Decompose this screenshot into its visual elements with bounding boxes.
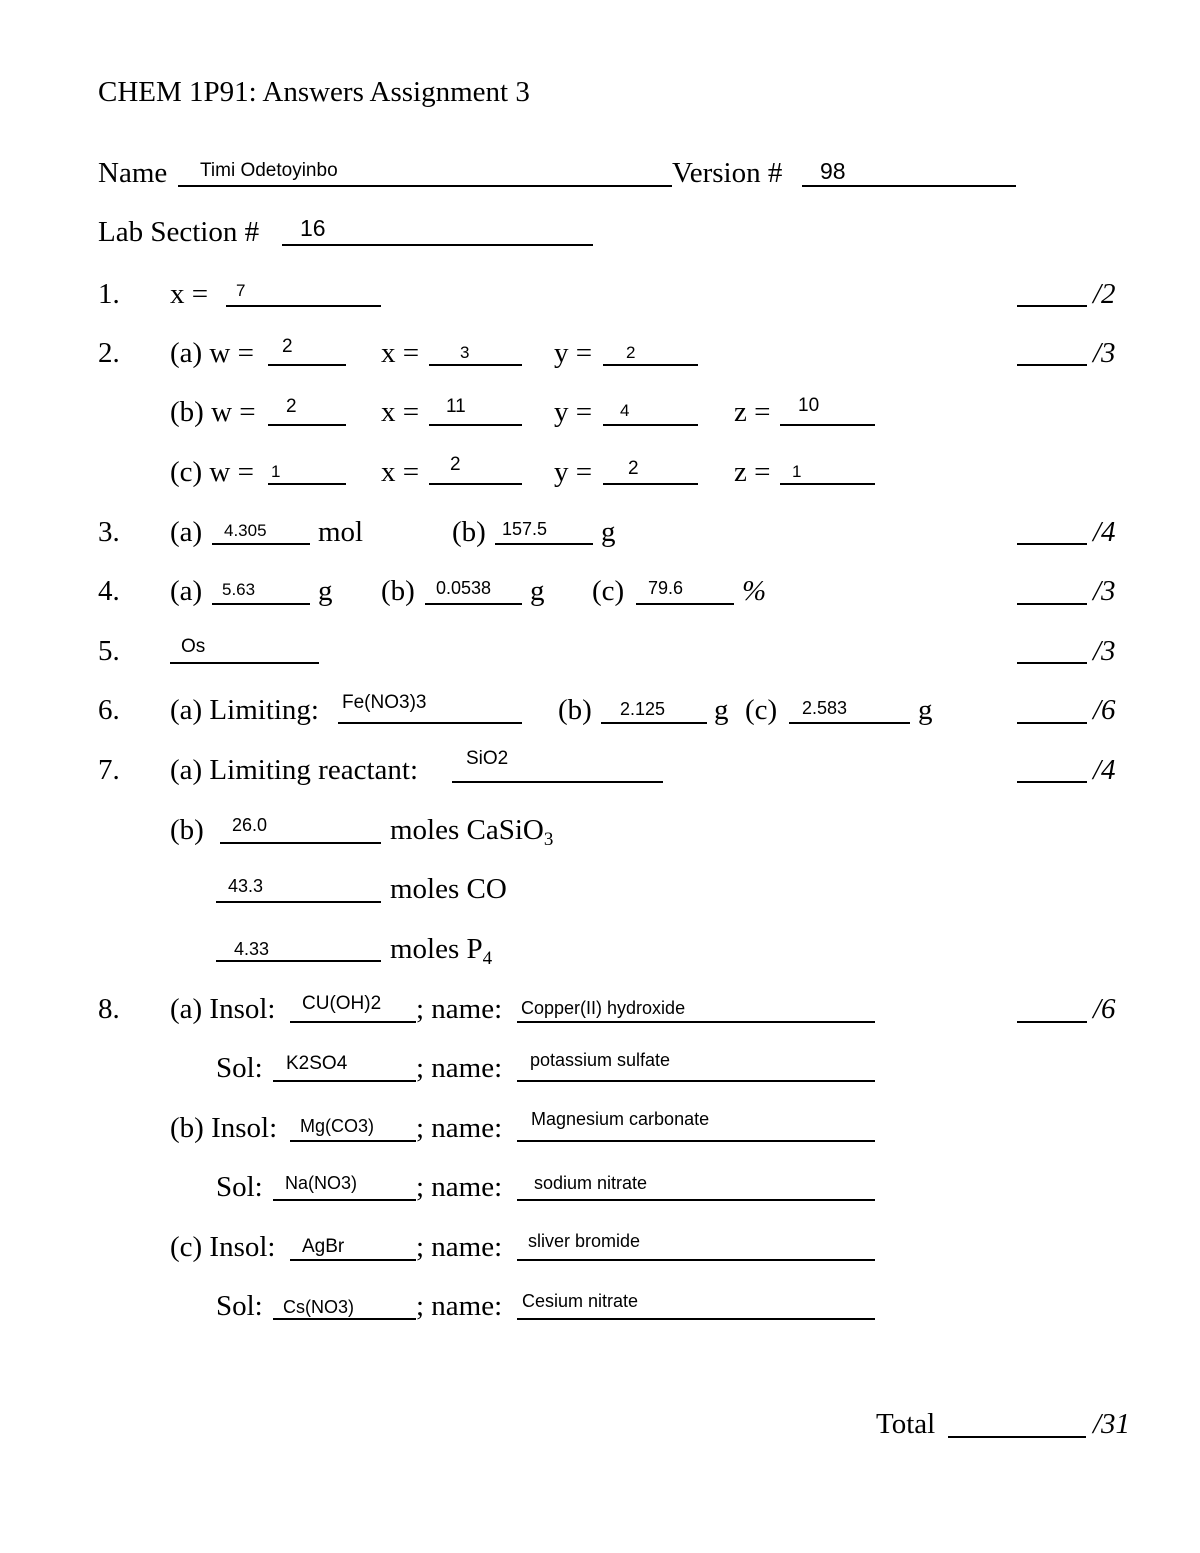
q8b-insol-name-answer: Magnesium carbonate bbox=[531, 1109, 710, 1129]
q3a-line bbox=[212, 543, 310, 545]
q2b-x-label: x = bbox=[381, 396, 420, 428]
q7b-p4-answer: 4.33 bbox=[234, 939, 270, 959]
q2-number: 2. bbox=[98, 337, 120, 369]
q2c-z-label: z = bbox=[734, 456, 771, 488]
q6-number: 6. bbox=[98, 694, 120, 726]
q8c-sol-line bbox=[273, 1318, 416, 1320]
q8a-insol-line bbox=[290, 1021, 416, 1023]
q8-marks: /6 bbox=[1093, 993, 1116, 1025]
version-answer: 98 bbox=[820, 158, 846, 184]
q2a-x-answer: 3 bbox=[460, 343, 470, 362]
q3a-label: (a) bbox=[170, 516, 203, 548]
q6c-line bbox=[789, 722, 910, 724]
q2a-x-label: x = bbox=[381, 337, 420, 369]
q2b-w-line bbox=[268, 424, 346, 426]
q5-answer: Os bbox=[181, 636, 206, 657]
q3-number: 3. bbox=[98, 516, 120, 548]
q5-marks: /3 bbox=[1093, 635, 1116, 667]
q8b-insol-label: (b) Insol: bbox=[170, 1112, 278, 1144]
name-answer: Timi Odetoyinbo bbox=[200, 160, 338, 181]
q1-x-answer: 7 bbox=[236, 281, 246, 300]
q8a-sol-label: Sol: bbox=[216, 1052, 263, 1084]
lab-section-answer: 16 bbox=[300, 215, 326, 241]
q7b-casio3-line bbox=[220, 842, 381, 844]
q5-line bbox=[170, 662, 319, 664]
q2c-w-line bbox=[268, 483, 346, 485]
q4a-unit: g bbox=[318, 575, 333, 607]
q8c-insol-label: (c) Insol: bbox=[170, 1231, 276, 1263]
q8c-sol-name-answer: Cesium nitrate bbox=[522, 1291, 639, 1311]
q5-score-line bbox=[1017, 662, 1087, 664]
q8b-sol-name-label: ; name: bbox=[416, 1171, 503, 1203]
q2c-y-answer: 2 bbox=[628, 458, 639, 479]
q8c-sol-name-label: ; name: bbox=[416, 1290, 503, 1322]
q6-marks: /6 bbox=[1093, 694, 1116, 726]
q7b-co-line bbox=[216, 901, 381, 903]
lab-section-answer-line bbox=[282, 244, 593, 246]
q8a-sol-name-line bbox=[517, 1080, 875, 1082]
total-marks: /31 bbox=[1093, 1408, 1131, 1440]
q8b-sol-answer: Na(NO3) bbox=[285, 1173, 358, 1193]
q2a-w-label: (a) w = bbox=[170, 337, 254, 369]
name-label: Name bbox=[98, 157, 168, 189]
q3b-line bbox=[495, 543, 593, 545]
q8b-insol-name-label: ; name: bbox=[416, 1112, 503, 1144]
q8b-insol-name-line bbox=[517, 1140, 875, 1142]
q8a-sol-name-label: ; name: bbox=[416, 1052, 503, 1084]
q7b-co-answer: 43.3 bbox=[228, 876, 264, 896]
q8a-insol-answer: CU(OH)2 bbox=[302, 993, 382, 1014]
q2a-y-label: y = bbox=[554, 337, 593, 369]
q8-number: 8. bbox=[98, 993, 120, 1025]
q2a-w-line bbox=[268, 364, 346, 366]
q7a-label: (a) Limiting reactant: bbox=[170, 754, 419, 786]
q2a-x-line bbox=[429, 364, 522, 366]
total-label: Total bbox=[876, 1408, 936, 1440]
q4c-answer: 79.6 bbox=[648, 578, 684, 598]
total-score-line bbox=[948, 1436, 1086, 1438]
q2a-y-answer: 2 bbox=[626, 343, 636, 362]
lab-section-label: Lab Section # bbox=[98, 216, 260, 248]
q2c-z-line bbox=[780, 483, 875, 485]
q8c-insol-answer: AgBr bbox=[302, 1236, 345, 1257]
q8c-insol-name-label: ; name: bbox=[416, 1231, 503, 1263]
q8a-sol-name-answer: potassium sulfate bbox=[530, 1050, 671, 1070]
q8b-insol-line bbox=[290, 1140, 416, 1142]
q4b-unit: g bbox=[530, 575, 545, 607]
q8b-sol-name-line bbox=[517, 1199, 875, 1201]
q2b-w-label: (b) w = bbox=[170, 396, 256, 428]
q2c-y-line bbox=[603, 483, 698, 485]
q6b-label: (b) bbox=[558, 694, 592, 726]
q4a-answer: 5.63 bbox=[222, 580, 256, 599]
q2b-x-answer: 11 bbox=[446, 396, 466, 417]
q2c-x-line bbox=[429, 483, 522, 485]
q6c-answer: 2.583 bbox=[802, 698, 848, 718]
q2-marks: /3 bbox=[1093, 337, 1116, 369]
q7-number: 7. bbox=[98, 754, 120, 786]
q2a-w-answer: 2 bbox=[282, 336, 293, 357]
q3-score-line bbox=[1017, 543, 1087, 545]
q7b-label: (b) bbox=[170, 814, 204, 846]
q2c-w-label: (c) w = bbox=[170, 456, 254, 488]
q2c-z-answer: 1 bbox=[792, 462, 802, 481]
q2-score-line bbox=[1017, 364, 1087, 366]
q8c-insol-name-line bbox=[517, 1259, 875, 1261]
q6b-line bbox=[601, 722, 707, 724]
q2b-x-line bbox=[429, 424, 522, 426]
q2b-y-answer: 4 bbox=[620, 401, 630, 420]
q1-x-label: x = bbox=[170, 278, 209, 310]
q8b-sol-name-answer: sodium nitrate bbox=[534, 1173, 648, 1193]
q8c-insol-line bbox=[290, 1259, 416, 1261]
q7a-line bbox=[452, 781, 663, 783]
q4c-unit: % bbox=[742, 575, 767, 607]
q8c-sol-label: Sol: bbox=[216, 1290, 263, 1322]
q4-score-line bbox=[1017, 603, 1087, 605]
q6a-answer: Fe(NO3)3 bbox=[342, 692, 427, 713]
q8b-sol-label: Sol: bbox=[216, 1171, 263, 1203]
q7-score-line bbox=[1017, 781, 1087, 783]
q8c-sol-answer: Cs(NO3) bbox=[283, 1297, 354, 1317]
q2a-y-line bbox=[603, 364, 698, 366]
q7b-p4-line bbox=[216, 960, 381, 962]
q8b-sol-line bbox=[273, 1199, 416, 1201]
q3a-answer: 4.305 bbox=[224, 521, 267, 540]
q2b-w-answer: 2 bbox=[286, 396, 297, 417]
q2c-x-label: x = bbox=[381, 456, 420, 488]
q6a-line bbox=[338, 722, 522, 724]
q8a-sol-answer: K2SO4 bbox=[286, 1053, 348, 1074]
q5-number: 5. bbox=[98, 635, 120, 667]
q7b-casio3-unit: moles CaSiO$_3$ bbox=[390, 814, 554, 850]
q3a-unit: mol bbox=[318, 516, 364, 548]
q7-marks: /4 bbox=[1093, 754, 1116, 786]
q4b-line bbox=[425, 603, 522, 605]
q4-number: 4. bbox=[98, 575, 120, 607]
q8a-insol-label: (a) Insol: bbox=[170, 993, 276, 1025]
q4b-answer: 0.0538 bbox=[436, 578, 492, 598]
q2c-y-label: y = bbox=[554, 456, 593, 488]
page-title: CHEM 1P91: Answers Assignment 3 bbox=[98, 76, 530, 108]
q7a-answer: SiO2 bbox=[466, 748, 509, 769]
q3b-label: (b) bbox=[452, 516, 486, 548]
q3-marks: /4 bbox=[1093, 516, 1116, 548]
q8c-sol-name-line bbox=[517, 1318, 875, 1320]
q8a-insol-name-answer: Copper(II) hydroxide bbox=[521, 998, 686, 1018]
name-answer-line bbox=[178, 185, 672, 187]
q6c-label: (c) bbox=[745, 694, 778, 726]
q3b-unit: g bbox=[601, 516, 616, 548]
q6b-answer: 2.125 bbox=[620, 699, 666, 719]
q1-x-line bbox=[226, 305, 381, 307]
version-label: Version # bbox=[672, 157, 783, 189]
q8c-insol-name-answer: sliver bromide bbox=[528, 1231, 641, 1251]
q4a-label: (a) bbox=[170, 575, 203, 607]
version-answer-line bbox=[802, 185, 1016, 187]
q1-number: 1. bbox=[98, 278, 120, 310]
q7b-p4-unit: moles $P_4$ bbox=[390, 933, 493, 969]
q8a-insol-name-label: ; name: bbox=[416, 993, 503, 1025]
q4a-line bbox=[212, 603, 310, 605]
q4-marks: /3 bbox=[1093, 575, 1116, 607]
q4c-label: (c) bbox=[592, 575, 625, 607]
q1-score-line bbox=[1017, 305, 1087, 307]
q8a-insol-name-line bbox=[517, 1021, 875, 1023]
q7b-casio3-answer: 26.0 bbox=[232, 815, 268, 835]
q2b-y-line bbox=[603, 424, 698, 426]
q2b-z-answer: 10 bbox=[798, 395, 820, 416]
q2b-z-label: z = bbox=[734, 396, 771, 428]
q6a-label: (a) Limiting: bbox=[170, 694, 319, 726]
q2c-x-answer: 2 bbox=[450, 454, 461, 475]
q8a-sol-line bbox=[273, 1080, 416, 1082]
q2b-z-line bbox=[780, 424, 875, 426]
q4b-label: (b) bbox=[381, 575, 415, 607]
q2c-w-answer: 1 bbox=[271, 462, 281, 481]
q2b-y-label: y = bbox=[554, 396, 593, 428]
q7b-co-unit: moles CO bbox=[390, 873, 507, 905]
q8-score-line bbox=[1017, 1021, 1087, 1023]
q8b-insol-answer: Mg(CO3) bbox=[300, 1116, 375, 1136]
q6b-unit: g bbox=[714, 694, 729, 726]
q4c-line bbox=[636, 603, 734, 605]
q3b-answer: 157.5 bbox=[502, 519, 548, 539]
q6c-unit: g bbox=[918, 694, 933, 726]
q6-score-line bbox=[1017, 722, 1087, 724]
q1-marks: /2 bbox=[1093, 278, 1116, 310]
